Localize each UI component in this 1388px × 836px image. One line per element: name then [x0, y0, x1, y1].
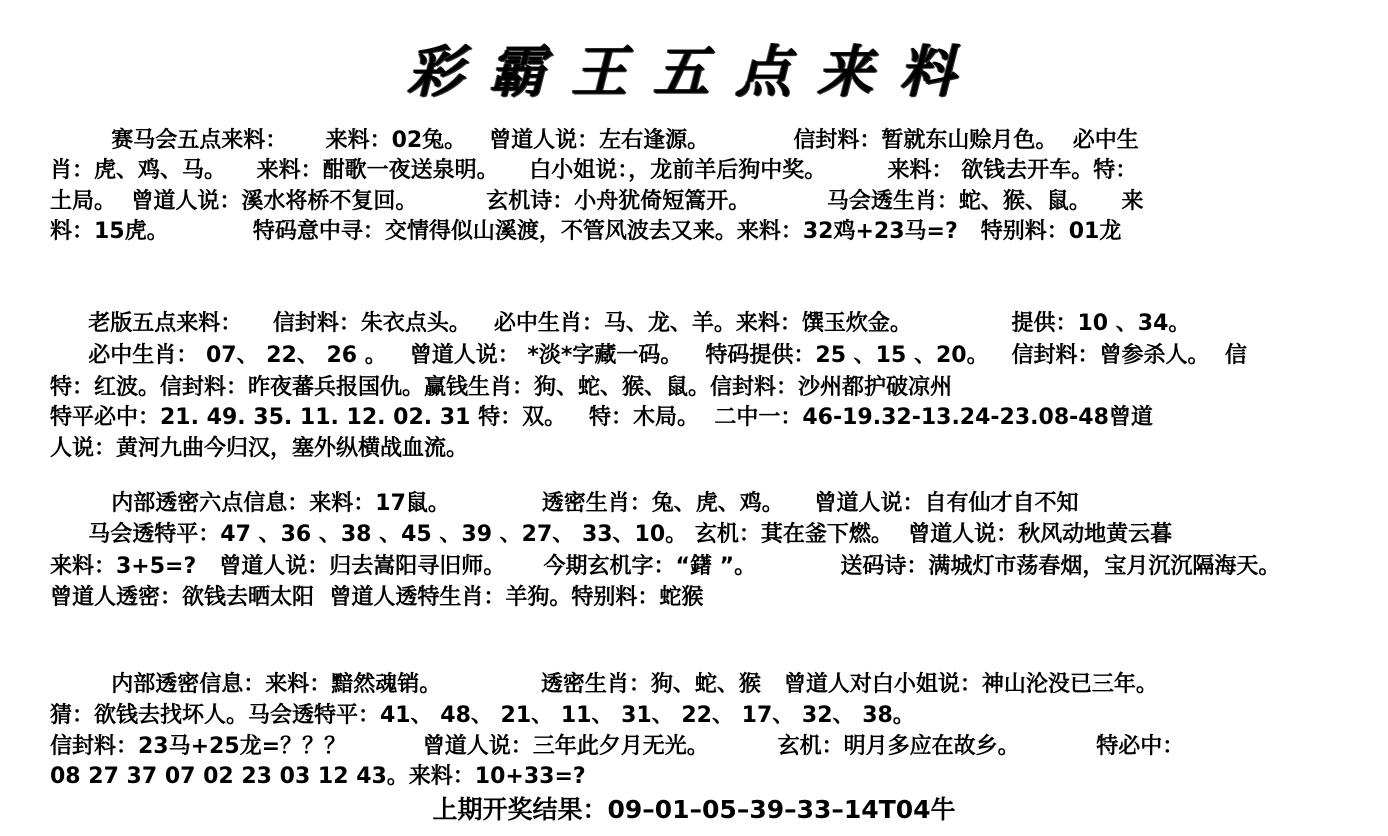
text-line: 土局。 曾道人说：溪水将桥不复回。 玄机诗：小舟犹倚短篙开。 马会透生肖：蛇、猴、鼠。 来 — [50, 189, 1144, 214]
text-line: 内部透密信息：来料：黯然魂销。 透密生肖：狗、蛇、猴 曾道人对白小姐说：神山沦没已三年。 — [50, 672, 1158, 697]
text-line: 赛马会五点来料： 来料：02兔。 曾道人说：左右逢源。 信封料：暂就东山赊月色。 必中生 — [50, 128, 1139, 153]
text-line: 曾道人透密：欲钱去晒太阳 曾道人透特生肖：羊狗。特别料：蛇猴 — [50, 585, 704, 610]
text-line: 人说：黄河九曲今归汉，塞外纵横战血流。 — [50, 436, 469, 461]
text-line: 马会透特平：47 、36 、38 、45 、39 、27、 33、10。 玄机：萁在釜下燃。 曾道人说：秋风动地黄云暮 — [50, 522, 1173, 547]
text-line: 来料：3+5=? 曾道人说：归去嵩阳寻旧师。 今期玄机字：“鐯 ”。 送码诗：满城灯市荡春烟，宝月沉沉隔海天。 — [50, 554, 1281, 579]
text-line: 肖：虎、鸡、马。 来料：酣歌一夜送泉明。 白小姐说：，龙前羊后狗中奖。 来料： 欲钱去开车。特： — [50, 158, 1138, 183]
text-line: 必中生肖： 07、 22、 26 。 曾道人说： *淡*字藏一码。 特码提供：25 、15 、20。 信封料：曾参杀人。 信 — [50, 343, 1247, 368]
previous-result: 上期开奖结果：09–01–05–39–33–14T04牛 — [432, 795, 956, 824]
text-line: 08 27 37 07 02 23 03 12 43。来料：10+33=? — [50, 764, 586, 789]
page-title: 彩霸王五点来料 — [407, 39, 981, 105]
text-line: 老版五点来料： 信封料：朱衣点头。 必中生肖：马、龙、羊。来料：馔玉炊金。 提供：10 、34。 — [50, 311, 1191, 336]
text-line: 内部透密六点信息：来料：17鼠。 透密生肖：兔、虎、鸡。 曾道人说：自有仙才自不知 — [50, 491, 1079, 516]
text-line: 信封料：23马+25龙=？？？ 曾道人说：三年此夕月无光。 玄机：明月多应在故乡。 特必中： — [50, 734, 1185, 759]
text-line: 特平必中：21. 49. 35. 11. 12. 02. 31 特：双。 特：木局。 二中一：46-19.32-13.24-23.08-48曾道 — [50, 405, 1153, 430]
text-line: 特：红波。信封料：昨夜蕃兵报国仇。赢钱生肖：狗、蛇、猴、鼠。信封料：沙州都护破凉州 — [50, 375, 953, 400]
text-line: 猜：欲钱去找坏人。马会透特平：41、 48、 21、 11、 31、 22、 17、 32、 38。 — [50, 703, 915, 728]
text-line: 料：15虎。 特码意中寻：交情得似山溪渡，不管风波去又来。来料：32鸡+23马=? 特别料：01龙 — [50, 219, 1122, 244]
